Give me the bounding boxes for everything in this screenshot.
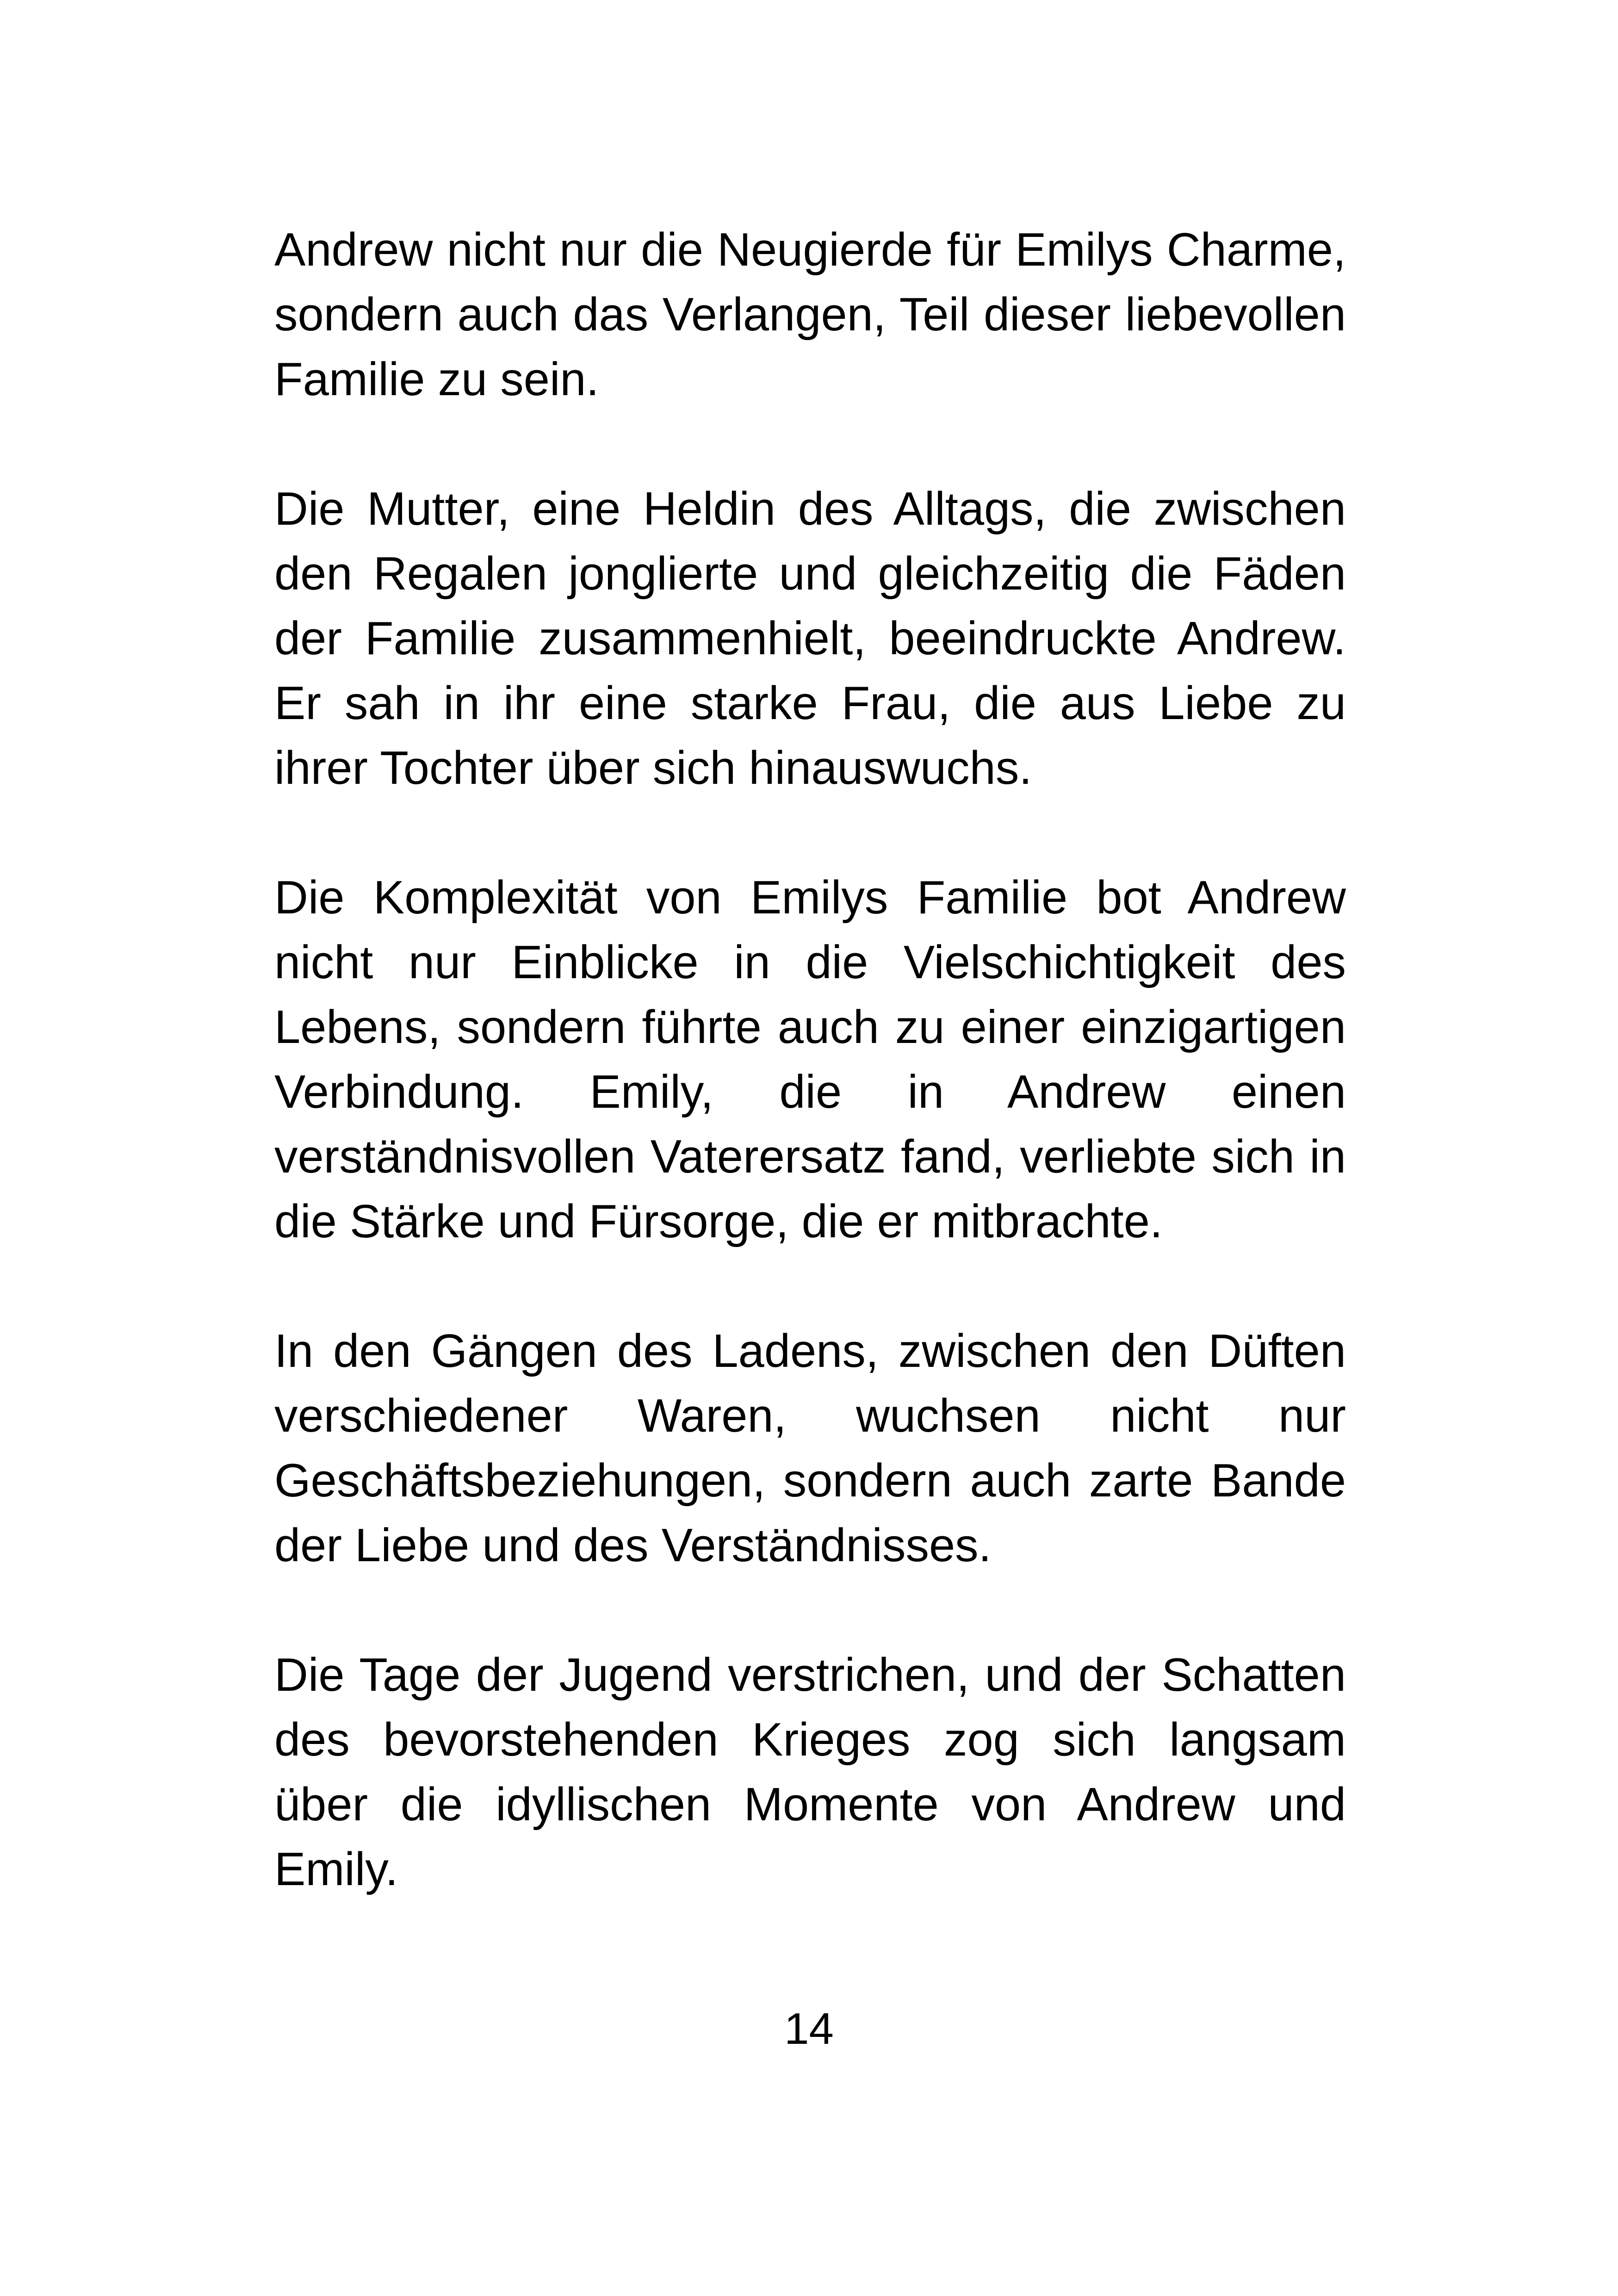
paragraph: Andrew nicht nur die Neugierde für Emilys Charme, sondern auch das Verlangen, Teil dieser liebevollen Familie zu sein. xyxy=(274,224,1346,405)
paragraph: Die Tage der Jugend verstrichen, und der Schatten des bevorstehenden Krieges zog sich langsam über die idyllischen Momente von Andrew und Emily. xyxy=(274,1649,1346,1895)
body-text xyxy=(274,217,1346,1902)
paragraph: Die Mutter, eine Heldin des Alltags, die zwischen den Regalen jonglierte und gleichzeitig die Fäden der Familie zusammenhielt, beeindruckte Andrew. Er sah in ihr eine starke Frau, die aus Liebe zu ihrer Tochter über sich hinauswuchs. xyxy=(274,483,1346,794)
paragraph: Die Komplexität von Emilys Familie bot Andrew nicht nur Einblicke in die Vielschichtigkeit des Lebens, sondern führte auch zu einer einzigartigen Verbindung. Emily, die in Andrew einen verständnisvollen Vaterersatz fand, verliebte sich in die Stärke und Fürsorge, die er mitbrachte. xyxy=(274,872,1346,1247)
paragraph: In den Gängen des Ladens, zwischen den Düften verschiedener Waren, wuchsen nicht nur Geschäftsbeziehungen, sondern auch zarte Bande der Liebe und des Verständnisses. xyxy=(274,1325,1346,1571)
page-number: 14 xyxy=(784,2004,834,2054)
